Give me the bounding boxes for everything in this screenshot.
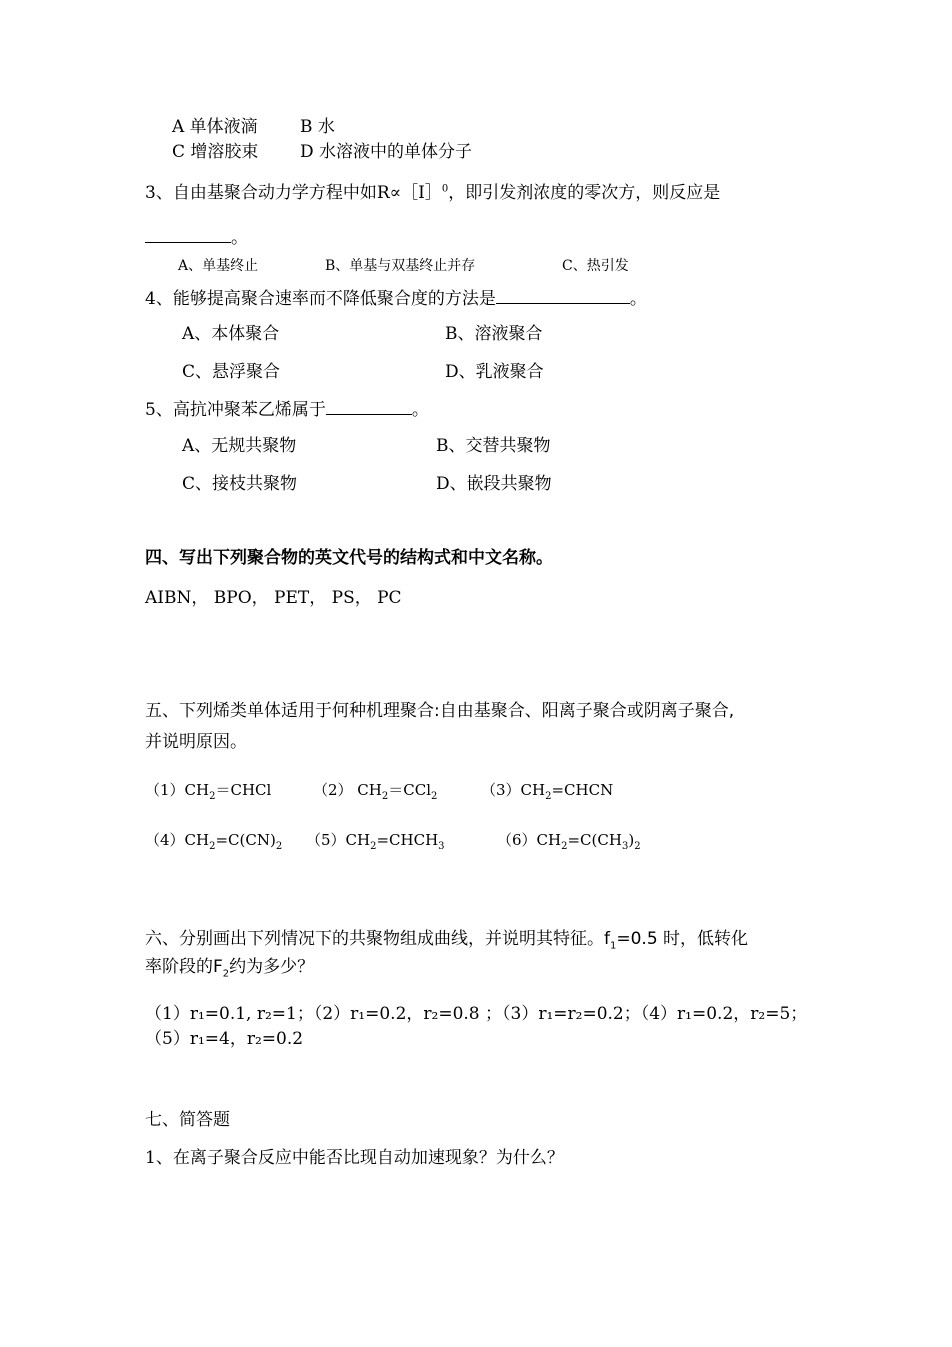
q3-question xyxy=(145,182,720,204)
section-4-items: AIBN， BPO， PET， PS， PC xyxy=(145,588,402,608)
q4-blank xyxy=(496,287,630,304)
q3-option-a: A、单基终止 xyxy=(178,258,259,274)
section-6-title-line1: 六、分别画出下列情况下的共聚物组成曲线，并说明其特征。$f_1=0.5$ 时，低转化 xyxy=(145,929,749,952)
q2-option-b: B 水 xyxy=(300,117,335,137)
q4-question xyxy=(145,287,647,310)
q4-option-b: B、溶液聚合 xyxy=(445,324,543,344)
monomer-6: $(6)CH_2=C(CH_3)_2$ xyxy=(497,831,641,852)
section-4-title: 四、写出下列聚合物的英文代号的结构式和中文名称。 xyxy=(145,548,553,568)
q3-superscript: 0 xyxy=(441,183,449,195)
q5-text: 5、高抗冲聚苯乙烯属于 xyxy=(145,400,326,420)
q3-option-b: B、单基与双基终止并存 xyxy=(325,258,476,274)
q2-option-c: C 增溶胶束 xyxy=(172,142,259,162)
q4-option-d: D、乳液聚合 xyxy=(445,362,544,382)
q4-text: 4、能够提高聚合速率而不降低聚合度的方法是 xyxy=(145,289,496,309)
q4-option-c: C、悬浮聚合 xyxy=(182,362,281,382)
monomer-4: $(4)CH_2=C(CN)_2$ xyxy=(145,831,283,852)
q4-end: 。 xyxy=(629,289,647,309)
q5-option-d: D、嵌段共聚物 xyxy=(436,474,552,494)
q5-question xyxy=(145,398,429,421)
section-6-title-line2: 率阶段的$F_2$约为多少？ xyxy=(145,957,315,980)
q5-end: 。 xyxy=(411,400,429,420)
section-7-question-1: 1、在离子聚合反应中能否比现自动加速现象？为什么？ xyxy=(145,1148,564,1168)
monomer-1: $(1)CH_2=CHCl$ xyxy=(145,781,272,802)
q3-blank xyxy=(145,226,231,243)
section-6-cases-line2: （5）r₁=4，r₂=0.2 xyxy=(145,1029,304,1049)
monomer-3: $(3)CH_2=CHCN$ xyxy=(481,781,614,802)
q3-option-c: C、热引发 xyxy=(562,258,629,274)
monomer-2: （2） $CH_2=CCl_2$ xyxy=(313,781,438,802)
q5-option-c: C、接枝共聚物 xyxy=(182,474,298,494)
q4-option-a: A、本体聚合 xyxy=(182,324,280,344)
q2-option-a: A 单体液滴 xyxy=(172,117,258,137)
q5-blank xyxy=(326,398,412,415)
q3-text-post: ，即引发剂浓度的零次方，则反应是 xyxy=(448,183,721,203)
q5-option-b: B、交替共聚物 xyxy=(436,436,551,456)
section-5-title-line2: 并说明原因。 xyxy=(145,732,247,752)
q3-end: 。 xyxy=(231,228,248,248)
section-6-cases-line1: （1）r₁=0.1, r₂=1；（2）r₁=0.2，r₂=0.8 ；（3）r₁=r₂=0.2；（4）r₁=0.2，r₂=5； xyxy=(145,1004,808,1024)
section-7-title: 七、简答题 xyxy=(145,1110,230,1130)
q3-text-pre: 3、自由基聚合动力学方程中如R∝［I］ xyxy=(145,183,442,203)
q2-option-d: D 水溶液中的单体分子 xyxy=(300,142,473,162)
section-5-title-line1: 五、下列烯类单体适用于何种机理聚合:自由基聚合、阳离子聚合或阴离子聚合, xyxy=(145,701,735,721)
q5-option-a: A、无规共聚物 xyxy=(182,436,297,456)
q3-answer-line xyxy=(145,226,248,249)
monomer-5: $(5)CH_2=CHCH_3$ xyxy=(306,831,445,852)
